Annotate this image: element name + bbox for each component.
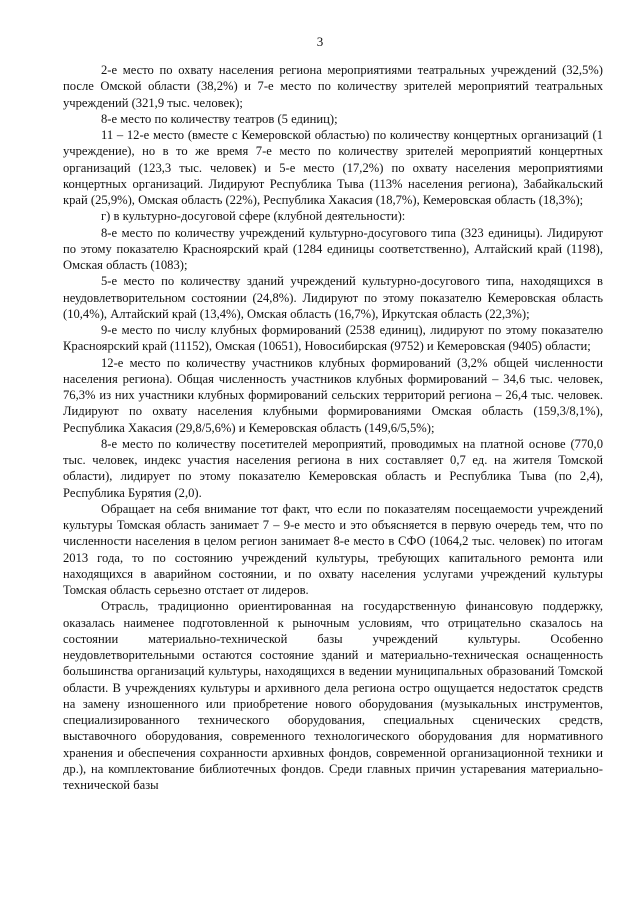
paragraph: 8-е место по количеству посетителей мероприятий, проводимых на платной основе (770,0 тыс. человек, индекс участия населения региона в них составляет 0,7 ед. на жителя Томской области), лидирует по этому показателю Кемеровская область и Республика Тыва (по 2,4), Республика Бурятия (2,0). (63, 436, 603, 500)
page-number: 3 (316, 34, 324, 49)
paragraph: 9-е место по числу клубных формирований (2538 единиц), лидируют по этому показателю Красноярский край (11152), Омская (10651), Новосибирская (9752) и Кемеровская (9405) области; (63, 323, 603, 354)
paragraph: 8-е место по количеству театров (5 единиц); (101, 111, 338, 126)
document-body (63, 62, 603, 793)
paragraph: 8-е место по количеству учреждений культурно-досугового типа (323 единицы). Лидируют по этому показателю Красноярский край (1284 единицы соответственно), Алтайский край (1198), Омская область (1083); (63, 225, 603, 272)
paragraph: 12-е место по количеству участников клубных формирований (3,2% общей численности населения региона). Общая численность участников клубных формирований – 34,6 тыс. человек, 76,3% из них участники клубных формирований сельских территорий региона – 26,4 тыс. человек. Лидируют по охвату населения клубными формированиями Омская область (159,3/8,1%), Республика Хакасия (29,8/5,6%) и Кемеровская область (149,6/5,5%); (63, 355, 603, 435)
paragraph: 11 – 12-е место (вместе с Кемеровской областью) по количеству концертных организаций (1 учреждение), но в то же время 7-е место по количеству зрителей мероприятий концертных организаций (123,3 тыс. человек) и 5-е место (17,2%) по охвату населения мероприятиями концертных организаций. Лидируют Республика Тыва (113% населения региона), Забайкальский край (25,9%), Омская область (22%), Республика Хакасия (18,7%), Кемеровская область (18,3%); (63, 128, 603, 207)
paragraph: г) в культурно-досуговой сфере (клубной деятельности): (101, 209, 406, 224)
paragraph: Обращает на себя внимание тот факт, что если по показателям посещаемости учреждений культуры Томская область занимает 7 – 9-е место и это объясняется в первую очередь тем, что по численности населения в целом регион занимает 8-е место в СФО (1064,2 тыс. человек) по итогам 2013 года, то по состоянию учреждений культуры, требующих капитального ремонта или находящихся в аварийном состоянии, и по охвату населения услугами учреждений культуры Томская область серьезно отстает от лидеров. (63, 501, 603, 597)
paragraph: Отрасль, традиционно ориентированная на государственную финансовую поддержку, оказалась наименее подготовленной к рыночным условиям, что отрицательно сказалось на состоянии материально-технической базы учреждений культуры. Особенно неудовлетворительными остаются состояние зданий и материально-техническая оснащенность большинства организаций культуры, находящихся в ведении муниципальных образований Томской области. В учреждениях культуры и архивного дела региона остро ощущается недостаток средств на замену изношенного или приобретение нового оборудования (музыкальных инструментов, специализированного технического оборудования, специальных сценических средств, выставочного оборудования, современного технологического оборудования для нормативного хранения и обеспечения сохранности архивных фондов, современной организационной техники и др.), на комплектование библиотечных фондов. Среди главных причин устаревания материально-технической базы (63, 599, 603, 792)
paragraph: 5-е место по количеству зданий учреждений культурно-досугового типа, находящихся в неудовлетворительном состоянии (24,8%). Лидируют по этому показателю Кемеровская область (10,4%), Алтайский край (13,4%), Омская область (16,7%), Иркутская область (22,3%); (63, 274, 603, 321)
paragraph: 2-е место по охвату населения региона мероприятиями театральных учреждений (32,5%) после Омской области (38,2%) и 7-е место по количеству зрителей мероприятий театральных учреждений (321,9 тыс. человек); (63, 63, 603, 110)
